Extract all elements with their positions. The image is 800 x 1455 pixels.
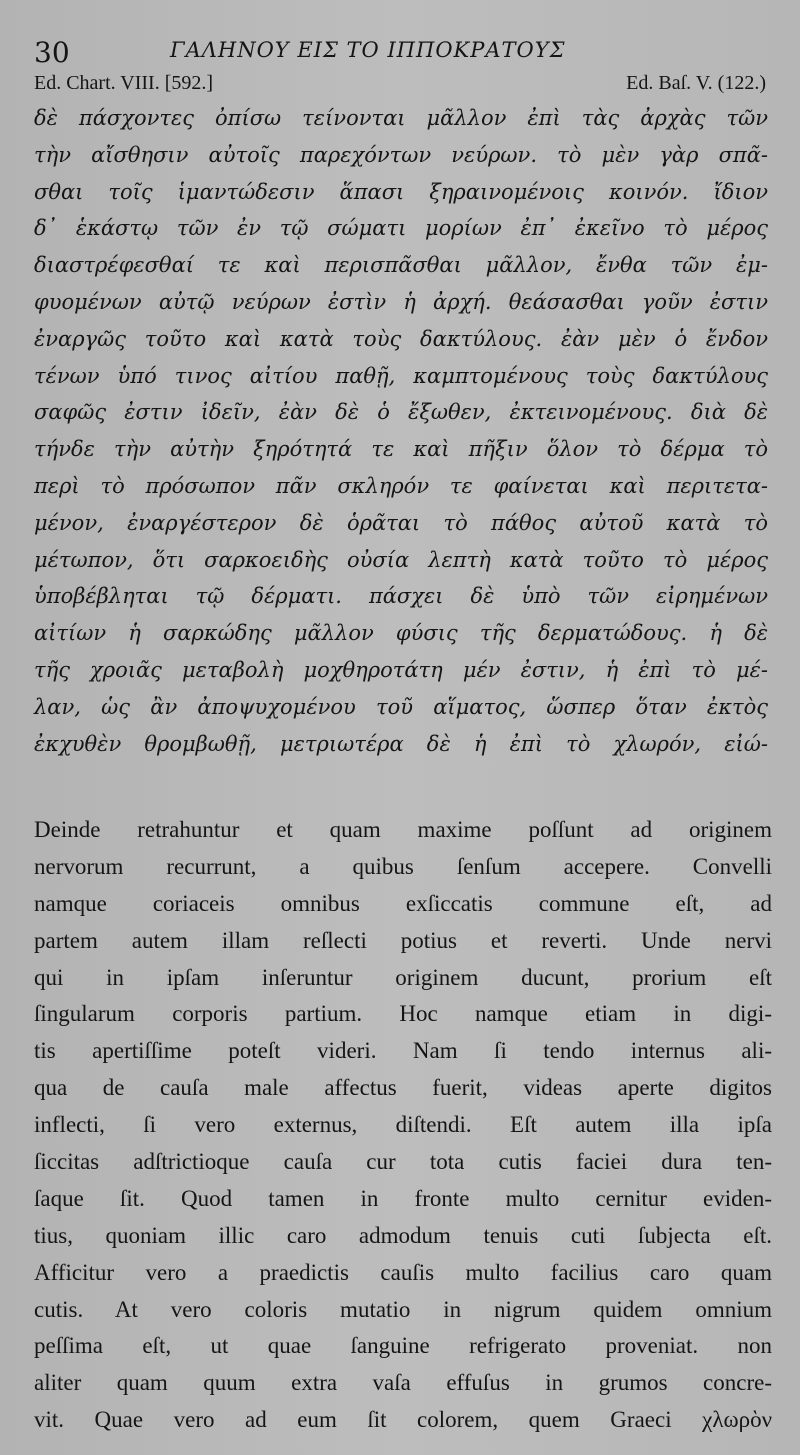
greek-text-block	[34, 100, 768, 762]
greek-line: περὶ τὸ πρόσωπον πᾶν σκληρόν τε φαίνεται καὶ περιτετα-	[34, 473, 768, 498]
latin-line: vit. Quae vero ad eum ſit colorem, quem Graeci χλωρὸν	[34, 1407, 772, 1433]
edition-reference-left: Ed. Chart. VIII. [592.]	[34, 72, 214, 94]
latin-line: ſingularum corporis partium. Hoc namque etiam in digi-	[34, 1001, 772, 1027]
greek-line: διαστρέφεσθαί τε καὶ περισπᾶσθαι μᾶλλον, ἔνθα τῶν ἐμ-	[34, 253, 768, 278]
running-head: ΓΑΛΗΝΟΥ ΕΙΣ ΤΟ ΙΠΠΟΚΡΑΤΟΥΣ	[170, 38, 566, 62]
edition-reference-right: Ed. Baſ. V. (122.)	[626, 72, 766, 94]
latin-line: nervorum recurrunt, a quibus ſenſum accepere. Convelli	[34, 853, 772, 879]
latin-line: ſiccitas adſtrictioque cauſa cur tota cutis faciei dura ten-	[34, 1149, 772, 1175]
greek-line: τήνδε τὴν αὐτὴν ξηρότητά τε καὶ πῆξιν ὅλον τὸ δέρμα τὸ	[34, 437, 768, 462]
greek-line: ἐναργῶς τοῦτο καὶ κατὰ τοὺς δακτύλους. ἐὰν μὲν ὁ ἔνδον	[34, 326, 768, 351]
latin-line: Deinde retrahuntur et quam maxime poſſunt ad originem	[34, 817, 772, 842]
greek-line: τὴν αἴσθησιν αὐτοῖς παρεχόντων νεύρων. τὸ μὲν γὰρ σπᾶ-	[34, 142, 768, 167]
greek-line: δ᾽ ἑκάστῳ τῶν ἐν τῷ σώματι μορίων ἐπ᾽ ἐκεῖνο τὸ μέρος	[34, 216, 768, 241]
greek-line: ὑποβέβληται τῷ δέρματι. πάσχει δὲ ὑπὸ τῶν εἰρημένων	[34, 584, 768, 609]
latin-line: ſaque ſit. Quod tamen in fronte multo cernitur eviden-	[34, 1185, 772, 1211]
latin-line: Afficitur vero a praedictis cauſis multo facilius caro quam	[34, 1259, 772, 1285]
page-number: 30	[34, 36, 70, 69]
greek-line: τένων ὑπό τινος αἰτίου παθῇ, καμπτομένους τοὺς δακτύλους	[34, 363, 768, 388]
greek-line: σαφῶς ἐστιν ἰδεῖν, ἐὰν δὲ ὁ ἔξωθεν, ἐκτεινομένους. διὰ δὲ	[34, 400, 768, 425]
latin-line: peſſima eſt, ut quae ſanguine refrigerato proveniat. non	[34, 1333, 772, 1359]
greek-line: μέτωπον, ὅτι σαρκοειδὴς οὐσία λεπτὴ κατὰ τοῦτο τὸ μέρος	[34, 547, 768, 572]
greek-line: τῆς χροιᾶς μεταβολὴ μοχθηροτάτη μέν ἐστιν, ἡ ἐπὶ τὸ μέ-	[34, 657, 768, 682]
latin-line: partem autem illam reſlecti potius et reverti. Unde nervi	[34, 927, 772, 953]
greek-line: σθαι τοῖς ἱμαντώδεσιν ἅπασι ξηραινομένοις κοινόν. ἴδιον	[34, 179, 768, 204]
latin-line: aliter quam quum extra vaſa effuſus in grumos concre-	[34, 1370, 772, 1396]
greek-line: δὲ πάσχοντες ὀπίσω τείνονται μᾶλλον ἐπὶ τὰς ἀρχὰς τῶν	[34, 106, 768, 130]
greek-line: μένον, ἐναργέστερον δὲ ὁρᾶται τὸ πάθος αὐτοῦ κατὰ τὸ	[34, 510, 768, 535]
latin-line: cutis. At vero coloris mutatio in nigrum quidem omnium	[34, 1296, 772, 1322]
greek-line: αἰτίων ἡ σαρκώδης μᾶλλον φύσις τῆς δερματώδους. ἡ δὲ	[34, 621, 768, 646]
greek-line: λαν, ὡς ἂν ἀποψυχομένου τοῦ αἵματος, ὥσπερ ὅταν ἐκτὸς	[34, 694, 768, 719]
latin-text-block	[34, 812, 772, 1439]
greek-line: φυομένων αὐτῷ νεύρων ἐστὶν ἡ ἀρχή. θεάσασθαι γοῦν ἐστιν	[34, 289, 768, 314]
latin-line: qui in ipſam inſeruntur originem ducunt, prorium eſt	[34, 964, 772, 990]
greek-line: ἐκχυθὲν θρομβωθῇ, μετριωτέρα δὲ ἡ ἐπὶ τὸ χλωρόν, εἰώ-	[34, 731, 768, 756]
latin-line: qua de cauſa male affectus fuerit, videas aperte digitos	[34, 1075, 772, 1101]
latin-line: tis apertiſſime poteſt videri. Nam ſi tendo internus ali-	[34, 1038, 772, 1064]
latin-line: namque coriaceis omnibus exſiccatis commune eſt, ad	[34, 890, 772, 916]
latin-line: inflecti, ſi vero externus, diſtendi. Eſt autem illa ipſa	[34, 1112, 772, 1138]
latin-line: tius, quoniam illic caro admodum tenuis cuti ſubjecta eſt.	[34, 1222, 772, 1248]
